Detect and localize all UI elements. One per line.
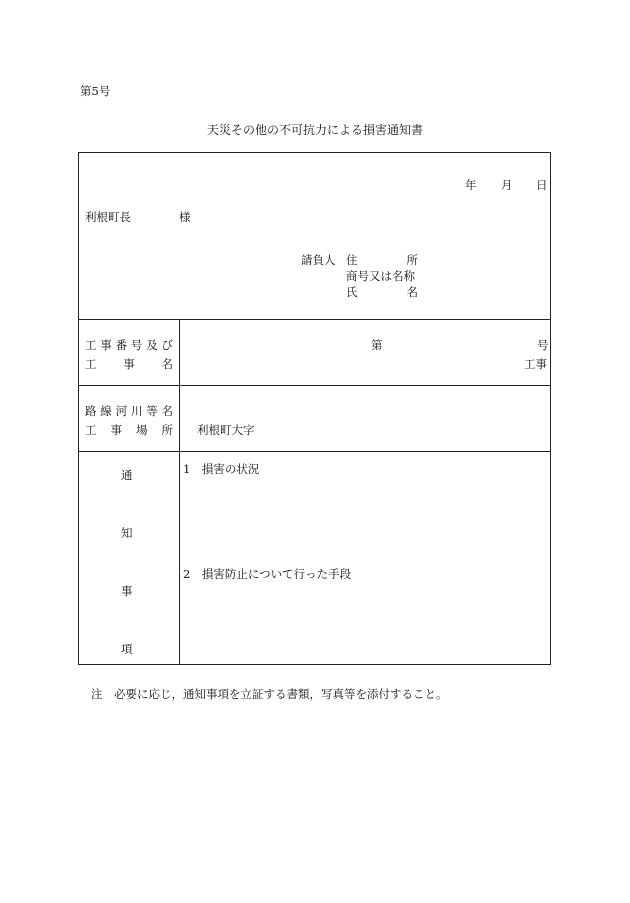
date-month-label: 月 (501, 178, 513, 192)
construction-number-suffix: 号 (537, 338, 549, 352)
form-number: 第5号 (80, 84, 111, 98)
person-name-label-char: 名 (406, 285, 418, 299)
label-char: 及 (146, 338, 158, 352)
label-char: 河 (115, 404, 128, 418)
document-title: 天災その他の不可抗力による損害通知書 (206, 123, 423, 137)
notice-item-prevention-measures: 2 損害防止について行った手段 (183, 567, 352, 581)
notice-label-char-2: 知 (121, 526, 133, 540)
location-label-char: 所 (161, 423, 173, 437)
divider-2 (79, 385, 550, 386)
location-value: 利根町大字 (197, 423, 255, 437)
route-river-label (85, 403, 173, 419)
label-char: 川 (130, 404, 143, 418)
address-label (346, 252, 418, 268)
location-label-char: 事 (110, 423, 122, 437)
construction-number-prefix: 第 (371, 338, 383, 352)
label-char: 事 (100, 338, 112, 352)
label-char: 等 (146, 404, 158, 418)
notice-label-char-3: 事 (121, 584, 133, 598)
label-char: 工 (85, 338, 97, 352)
construction-name-label-char: 事 (123, 357, 135, 371)
address-label-char: 所 (406, 253, 418, 267)
person-name-label (346, 284, 418, 300)
label-char: 線 (100, 404, 112, 418)
construction-location-label (85, 422, 173, 438)
construction-name-label-char: 名 (161, 357, 173, 371)
construction-number-label (85, 337, 173, 353)
construction-name-label-char: 工 (85, 357, 97, 371)
location-label-char: 場 (136, 423, 148, 437)
notice-label-char-1: 通 (121, 468, 133, 482)
construction-name-suffix: 工事 (524, 357, 547, 371)
form-frame (78, 152, 551, 665)
notice-label-char-4: 項 (121, 642, 133, 656)
label-char: び (161, 338, 173, 352)
divider-3 (79, 451, 550, 452)
column-divider (179, 319, 180, 664)
contractor-label: 請負人 (301, 253, 336, 267)
location-label-char: 工 (85, 423, 97, 437)
footnote: 注 必要に応じ，通知事項を立証する書類，写真等を添付すること。 (91, 687, 448, 701)
label-char: 号 (130, 338, 143, 352)
label-char: 名 (161, 404, 173, 418)
label-char: 路 (85, 404, 97, 418)
label-char: 番 (115, 338, 128, 352)
addressee-name: 利根町長 (85, 210, 131, 224)
addressee-honorific: 様 (179, 210, 191, 224)
company-name-label: 商号又は名称 (346, 269, 415, 283)
date-year-label: 年 (465, 178, 477, 192)
person-name-label-char: 氏 (346, 285, 358, 299)
address-label-char: 住 (346, 253, 358, 267)
date-day-label: 日 (536, 178, 548, 192)
divider-1 (79, 319, 550, 320)
notice-item-damage-status: 1 損害の状況 (183, 462, 260, 476)
construction-name-label (85, 356, 173, 372)
